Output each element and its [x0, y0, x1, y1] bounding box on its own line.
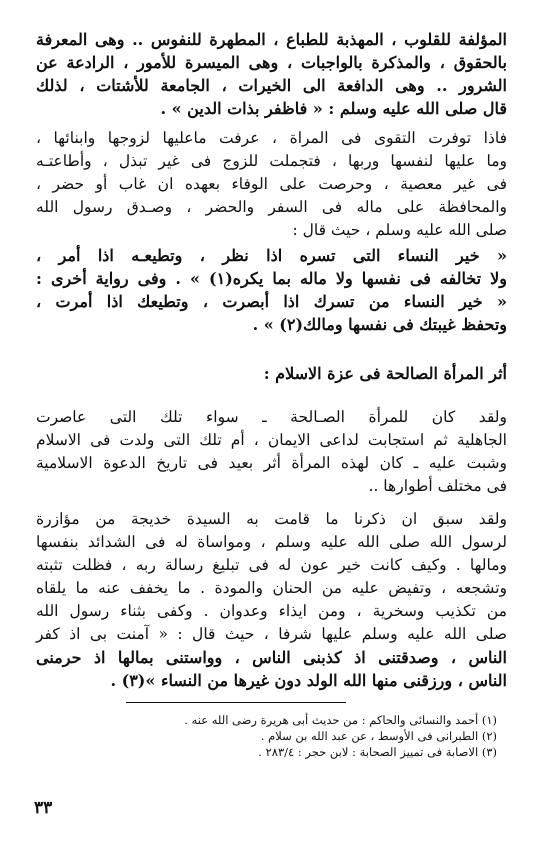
text-line: ولقد كان للمرأة الصـالحة ـ سواء تلك التى عاصرت [36, 408, 507, 426]
text-line: الشرور .. وهى الدافعة الى الخيرات ، الجامعة للأشتات ، لذلك [36, 76, 507, 95]
page-number: ٣٣ [34, 798, 53, 818]
text-line: فى غير معصية ، وحرصت على الوفاء بعهده ان غاب أو حضر ، [36, 175, 507, 193]
text-line: والمحافظة على ماله فى السفر والحضر ، وصـدق رسول الله [36, 198, 507, 216]
paragraph-4 [36, 406, 507, 498]
text-line: « خير النساء من تسرك اذا أبصرت ، وتطيعك اذا أمرت ، [36, 292, 507, 311]
section-heading: أثر المرأة الصالحة فى عزة الاسلام : [263, 364, 507, 383]
text-line: وتحفظ غيبتك فى نفسها ومالك(٢) » . [252, 315, 507, 334]
text-line: فاذا توفرت التقوى فى المراة ، عرفت ماعليها لزوجها وابنائها ، [36, 129, 507, 147]
text-line: المؤلفة للقلوب ، المهذبة للطباع ، المطهرة للنفوس .. وهى المعرفة [36, 30, 507, 49]
paragraph-2 [36, 127, 507, 242]
text-line: ولقد سبق ان ذكرنا ما قامت به السيدة خديجة من مؤازرة [36, 510, 507, 528]
text-line: وما عليها لنفسها وربها ، فتجملت للزوج فى غير تبذل ، وأطاعتـه [36, 152, 507, 170]
text-line: صلى الله عليه وسلم ، حيث قال : [292, 221, 507, 239]
text-line: لرسول الله صلى الله عليه وسلم ، ومواساة له فى الشدائد بنفسها [36, 533, 507, 551]
text-line: ومالها . وكيف كانت خير عون له فى تبليغ رسالة ربه ، فظلت تثبته [36, 556, 507, 574]
text-line: الجاهلية ثم استجابت لداعى الايمان ، أم تلك التى ولدت فى الاسلام [36, 431, 507, 449]
text-line: فى مختلف أطوارها .. [368, 477, 507, 495]
paragraph-5 [36, 508, 507, 692]
paragraph-1 [36, 28, 507, 120]
text-line: ولا تخالفه فى نفسها ولا ماله بما يكره(١) » . وفى رواية أخرى : [36, 269, 508, 288]
footnote-item: (٢) الطبرانى فى الأوسط ، عن عبد الله بن سلام . [260, 729, 497, 743]
hadith-quote [36, 244, 507, 336]
footnote-separator [126, 702, 346, 703]
footnote-item: (١) أحمد والنسائى والحاكم : من حديث أبى هريرة رضى الله عنه . [184, 713, 497, 727]
text-line: صلى الله عليه وسلم عليها شرفا ، حيث قال : « آمنت بى اذ كفر [36, 625, 508, 643]
text-line: « خير النساء التى تسره اذا نظر ، وتطيعـه اذا أمر ، [36, 246, 507, 265]
text-line: الناس ، ورزقنى منها الله الولد دون غيرها من النساء »(٣) . [110, 671, 507, 690]
text-line: قال صلى الله عليه وسلم : « فاظفر بذات الدين » . [160, 99, 507, 118]
text-line: الناس ، وصدقتنى اذ كذبنى الناس ، وواستنى بمالها اذ حرمنى [36, 648, 507, 667]
text-line: من تكذيب وسخرية ، ومن ايذاء وعدوان . وكفى بثناء رسول الله [36, 602, 507, 620]
text-line: بالحقوق ، والمذكرة بالواجبات ، وهى الميسرة للأمور ، الرادعة عن [36, 53, 507, 72]
footnote-item: (٣) الاصابة فى تمييز الصحابة : لابن حجر : ٢٨٣/٤ . [258, 745, 497, 759]
text-line: وشبت عليه ـ كان لهذه المرأة أثر بعيد فى تاريخ الدعوة الاسلامية [36, 454, 507, 472]
text-line: وتشجعه ، وتفيض عليه من الحنان والمودة . ما يخفف عنه ما يلقاه [36, 579, 507, 597]
footnotes [77, 712, 497, 760]
